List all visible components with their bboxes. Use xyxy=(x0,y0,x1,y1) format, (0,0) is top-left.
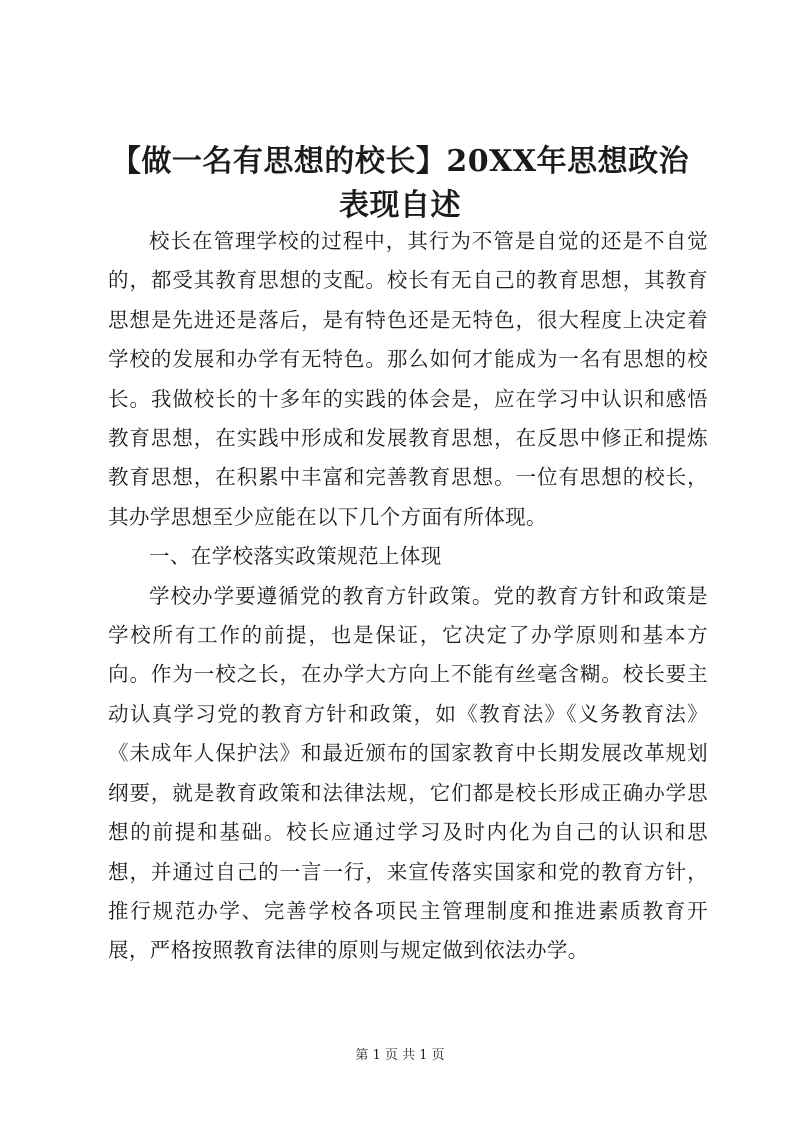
document-body xyxy=(108,222,708,971)
section-paragraph: 学校办学要遵循党的教育方针政策。党的教育方针和政策是学校所有工作的前提，也是保证，它决定了办学原则和基本方向。作为一校之长，在办学大方向上不能有丝毫含糊。校长要主动认真学习党的教育方针和政策，如《教育法》《义务教育法》《未成年人保护法》和最近颁布的国家教育中长期发展改革规划纲要，就是教育政策和法律法规，它们都是校长形成正确办学思想的前提和基础。校长应通过学习及时内化为自己的认识和思想，并通过自己的一言一行，来宣传落实国家和党的教育方针，推行规范办学、完善学校各项民主管理制度和推进素质教育开展，严格按照教育法律的原则与规定做到依法办学。 xyxy=(108,583,708,963)
document-title: 【做一名有思想的校长】20XX年思想政治表现自述 xyxy=(110,144,690,223)
section-heading: 一、在学校落实政策规范上体现 xyxy=(149,544,442,569)
page-footer: 第 1 页 共 1 页 xyxy=(355,1048,445,1063)
intro-paragraph: 校长在管理学校的过程中，其行为不管是自觉的还是不自觉的，都受其教育思想的支配。校长有无自己的教育思想，其教育思想是先进还是落后，是有特色还是无特色，很大程度上决定着学校的发展和办学有无特色。那么如何才能成为一名有思想的校长。我做校长的十多年的实践的体会是，应在学习中认识和感悟教育思想，在实践中形成和发展教育思想，在反思中修正和提炼教育思想，在积累中丰富和完善教育思想。一位有思想的校长，其办学思想至少应能在以下几个方面有所体现。 xyxy=(108,229,708,529)
